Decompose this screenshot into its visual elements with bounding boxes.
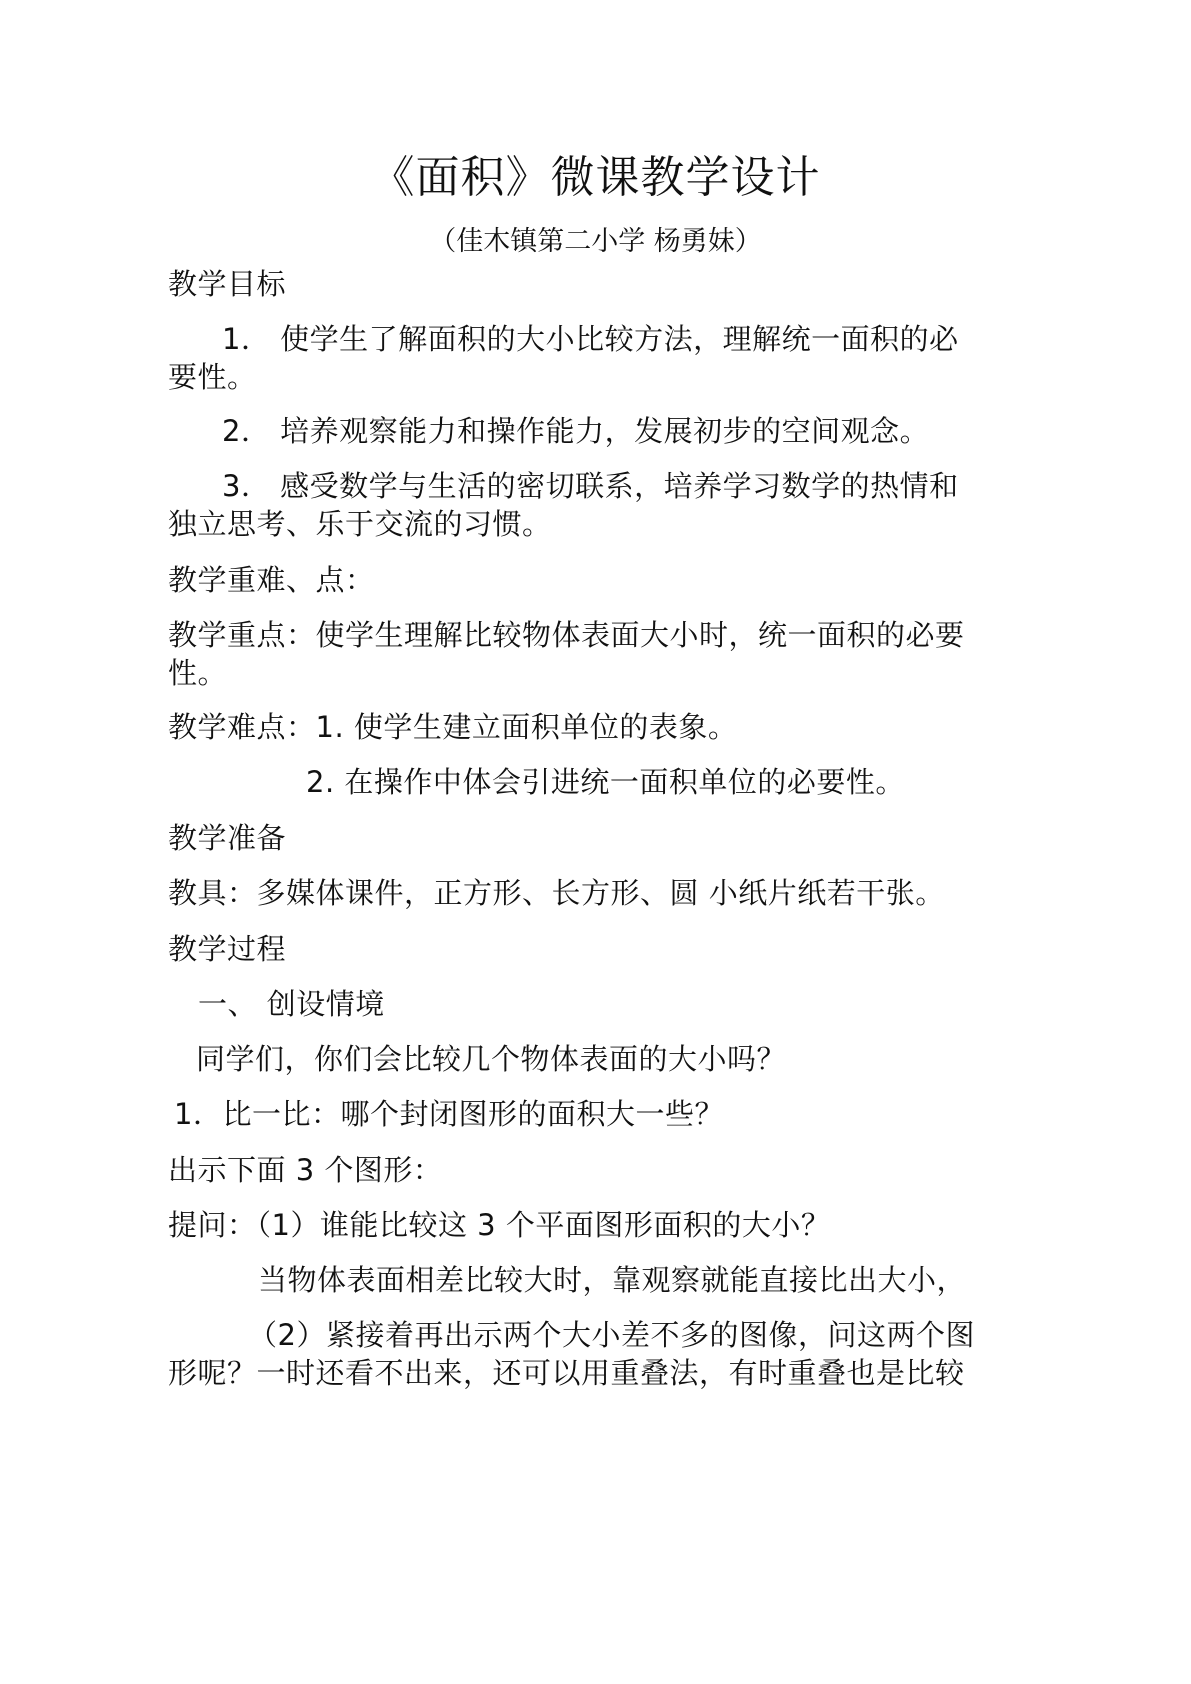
heading-teaching-process: 教学过程 <box>168 932 287 966</box>
question-1: 提问：（1）谁能比较这 3 个平面图形面积的大小？ <box>168 1208 831 1242</box>
objective-1-line-1: 1． 使学生了解面积的大小比较方法，理解统一面积的必 <box>222 322 959 356</box>
difficult-point-2: 2. 在操作中体会引进统一面积单位的必要性。 <box>306 765 905 799</box>
objective-3-line-2: 独立思考、乐于交流的习惯。 <box>168 507 552 541</box>
teaching-aids: 教具：多媒体课件，正方形、长方形、圆 小纸片纸若干张。 <box>168 876 945 910</box>
objective-3-line-1: 3． 感受数学与生活的密切联系，培养学习数学的热情和 <box>222 469 959 503</box>
document-title: 《面积》微课教学设计 <box>370 152 821 203</box>
objective-2: 2． 培养观察能力和操作能力，发展初步的空间观念。 <box>222 414 930 448</box>
observation-note: 当物体表面相差比较大时，靠观察就能直接比出大小， <box>258 1263 967 1297</box>
difficult-point-1: 教学难点：1. 使学生建立面积单位的表象。 <box>168 710 738 744</box>
heading-teaching-objectives: 教学目标 <box>168 267 287 301</box>
objective-1-line-2: 要性。 <box>168 360 257 394</box>
section-create-situation: 一、 创设情境 <box>198 987 385 1021</box>
heading-teaching-preparation: 教学准备 <box>168 821 287 855</box>
show-shapes: 出示下面 3 个图形： <box>168 1153 443 1187</box>
author-line: （佳木镇第二小学 杨勇妹） <box>429 226 762 257</box>
compare-prompt: 1．比一比：哪个封闭图形的面积大一些？ <box>174 1097 724 1131</box>
key-point-line-2: 性。 <box>168 656 228 690</box>
heading-key-difficult-points: 教学重难、点： <box>168 563 375 597</box>
key-point-line-1: 教学重点：使学生理解比较物体表面大小时，统一面积的必要 <box>168 618 965 652</box>
question-2-line-1: （2）紧接着再出示两个大小差不多的图像，问这两个图 <box>248 1318 975 1352</box>
intro-question: 同学们，你们会比较几个物体表面的大小吗？ <box>196 1042 787 1076</box>
question-2-line-2: 形呢？一时还看不出来，还可以用重叠法，有时重叠也是比较 <box>168 1356 965 1390</box>
